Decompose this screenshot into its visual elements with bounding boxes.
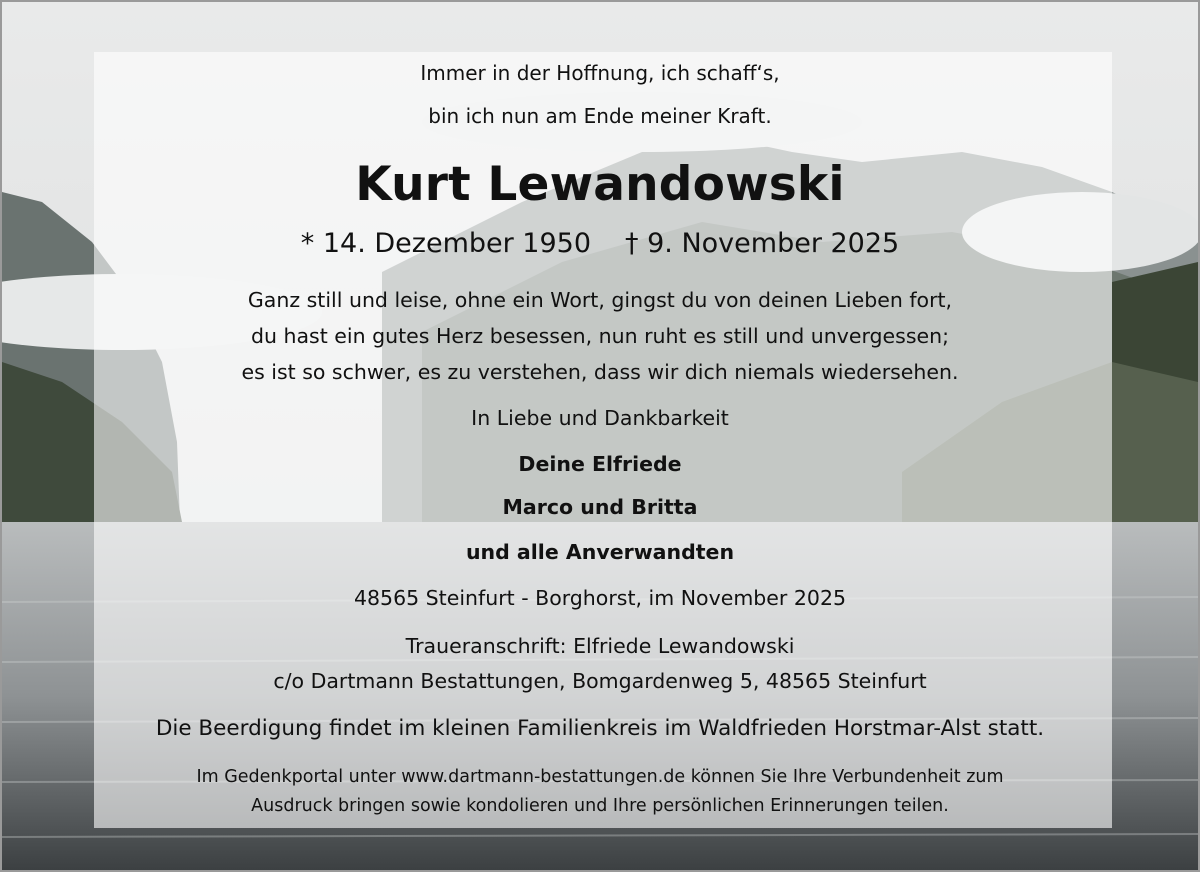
funeral-note: Die Beerdigung findet im kleinen Familienkreis im Waldfrieden Horstmar-Alst statt.: [155, 716, 1045, 741]
life-dates: [2, 228, 1198, 259]
poem-line-3: es ist so schwer, es zu verstehen, dass wir dich niemals wiedersehen.: [241, 360, 959, 384]
portal-note-line-1: Im Gedenkportal unter www.dartmann-bestattungen.de können Sie Ihre Verbundenheit zum: [196, 767, 1004, 787]
motto-line-2: bin ich nun am Ende meiner Kraft.: [428, 104, 772, 128]
mourning-address-line-1: Traueranschrift: Elfriede Lewandowski: [405, 634, 795, 658]
mourner-2: Marco und Britta: [502, 495, 698, 519]
deceased-name: Kurt Lewandowski: [355, 157, 845, 212]
place-and-date: 48565 Steinfurt - Borghorst, im November 2025: [353, 586, 847, 610]
death-date: † 9. November 2025: [625, 228, 900, 259]
poem-line-1: Ganz still und leise, ohne ein Wort, gingst du von deinen Lieben fort,: [247, 288, 953, 312]
mourner-3: und alle Anverwandten: [465, 540, 735, 564]
portal-note-line-2: Ausdruck bringen sowie kondolieren und Ihre persönlichen Erinnerungen teilen.: [251, 796, 949, 816]
motto-line-1: Immer in der Hoffnung, ich schaff‘s,: [420, 61, 780, 85]
closing-line: In Liebe und Dankbarkeit: [471, 406, 729, 430]
birth-date: * 14. Dezember 1950: [300, 228, 592, 259]
mourner-1: Deine Elfriede: [518, 452, 682, 476]
mourning-address-line-2: c/o Dartmann Bestattungen, Bomgardenweg 5, 48565 Steinfurt: [273, 669, 927, 693]
poem-line-2: du hast ein gutes Herz besessen, nun ruht es still und unvergessen;: [250, 324, 950, 348]
